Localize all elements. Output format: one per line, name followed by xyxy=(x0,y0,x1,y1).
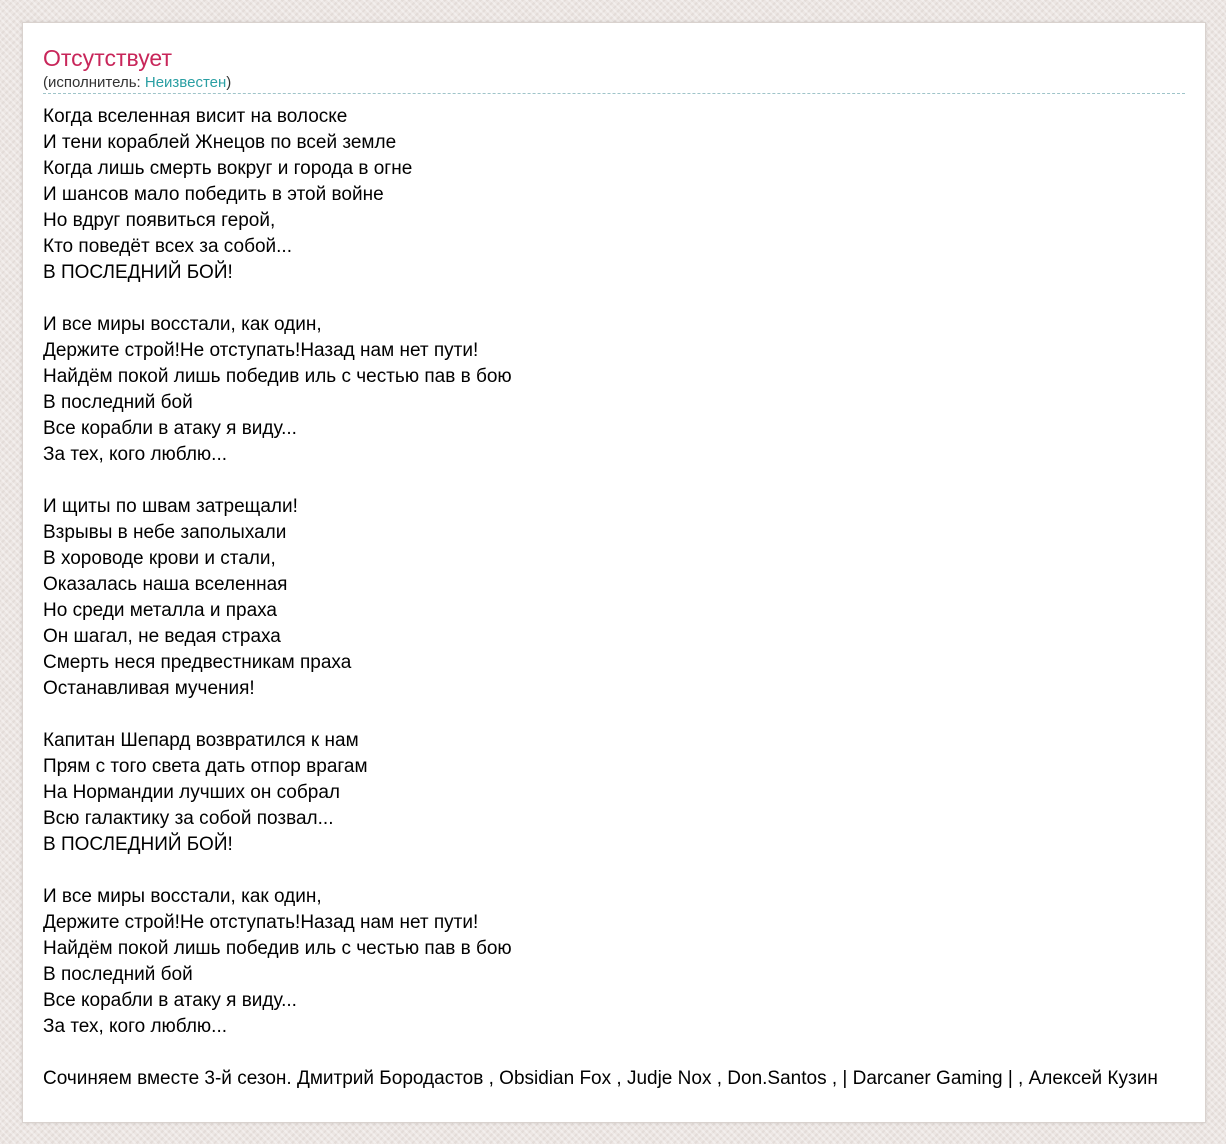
lyric-line: И шансов мало победить в этой войне xyxy=(43,184,384,205)
lyric-line: Всю галактику за собой позвал... xyxy=(43,808,334,829)
lyric-line: Останавливая мучения! xyxy=(43,678,255,699)
lyric-line: В последний бой xyxy=(43,392,193,413)
lyric-line: В хороводе крови и стали, xyxy=(43,548,276,569)
title-divider xyxy=(43,93,1185,94)
lyric-line: И щиты по швам затрещали! xyxy=(43,496,298,517)
lyric-line: В последний бой xyxy=(43,964,193,985)
lyric-blank-line xyxy=(43,286,1206,312)
lyric-line: И тени кораблей Жнецов по всей земле xyxy=(43,132,397,153)
lyric-line: Но вдруг появиться герой, xyxy=(43,210,276,231)
lyric-line: Все корабли в атаку я виду... xyxy=(43,990,297,1011)
lyric-blank-line xyxy=(43,858,1206,884)
lyric-line: Но среди металла и праха xyxy=(43,600,278,621)
lyric-line: Найдём покой лишь победив иль с честью пав в бою xyxy=(43,938,512,959)
lyric-line: За тех, кого люблю... xyxy=(43,444,228,465)
lyric-line: Прям с того света дать отпор врагам xyxy=(43,756,368,777)
lyric-line: Смерть неся предвестникам праха xyxy=(43,652,352,673)
lyric-line: Держите строй!Не отступать!Назад нам нет пути! xyxy=(43,340,479,361)
lyric-line: Найдём покой лишь победив иль с честью пав в бою xyxy=(43,366,512,387)
lyric-line: Все корабли в атаку я виду... xyxy=(43,418,297,439)
artist-prefix: (исполнитель: xyxy=(43,74,145,91)
lyric-line: И все миры восстали, как один, xyxy=(43,314,322,335)
lyric-line: Держите строй!Не отступать!Назад нам нет пути! xyxy=(43,912,479,933)
lyric-line: Капитан Шепард возвратился к нам xyxy=(43,730,359,751)
lyrics-text xyxy=(43,104,1206,1040)
lyric-blank-line xyxy=(43,468,1206,494)
lyric-line: Взрывы в небе заполыхали xyxy=(43,522,287,543)
artist-link[interactable]: Неизвестен xyxy=(144,74,227,91)
artist-line xyxy=(43,73,231,93)
lyric-line: Когда лишь смерть вокруг и города в огне xyxy=(43,158,413,179)
lyric-blank-line xyxy=(43,702,1206,728)
lyric-line: Кто поведёт всех за собой... xyxy=(43,236,292,257)
lyric-line: На Нормандии лучших он собрал xyxy=(43,782,340,803)
lyric-line: И все миры восстали, как один, xyxy=(43,886,322,907)
credits-line: Сочиняем вместе 3-й сезон. Дмитрий Бородастов , Obsidian Fox , Judje Nox , Don.Santos , | Darcaner Gaming | , Алексей Кузин xyxy=(43,1068,1158,1089)
lyric-line: Когда вселенная висит на волоске xyxy=(43,106,348,127)
lyric-line: В ПОСЛЕДНИЙ БОЙ! xyxy=(43,262,233,283)
lyric-line: Оказалась наша вселенная xyxy=(43,574,288,595)
lyrics-card xyxy=(22,22,1206,1123)
lyric-line: В ПОСЛЕДНИЙ БОЙ! xyxy=(43,834,233,855)
song-title: Отсутствует xyxy=(43,45,172,71)
lyric-line: За тех, кого люблю... xyxy=(43,1016,228,1037)
artist-suffix: ) xyxy=(226,74,232,91)
lyric-line: Он шагал, не ведая страха xyxy=(43,626,281,647)
